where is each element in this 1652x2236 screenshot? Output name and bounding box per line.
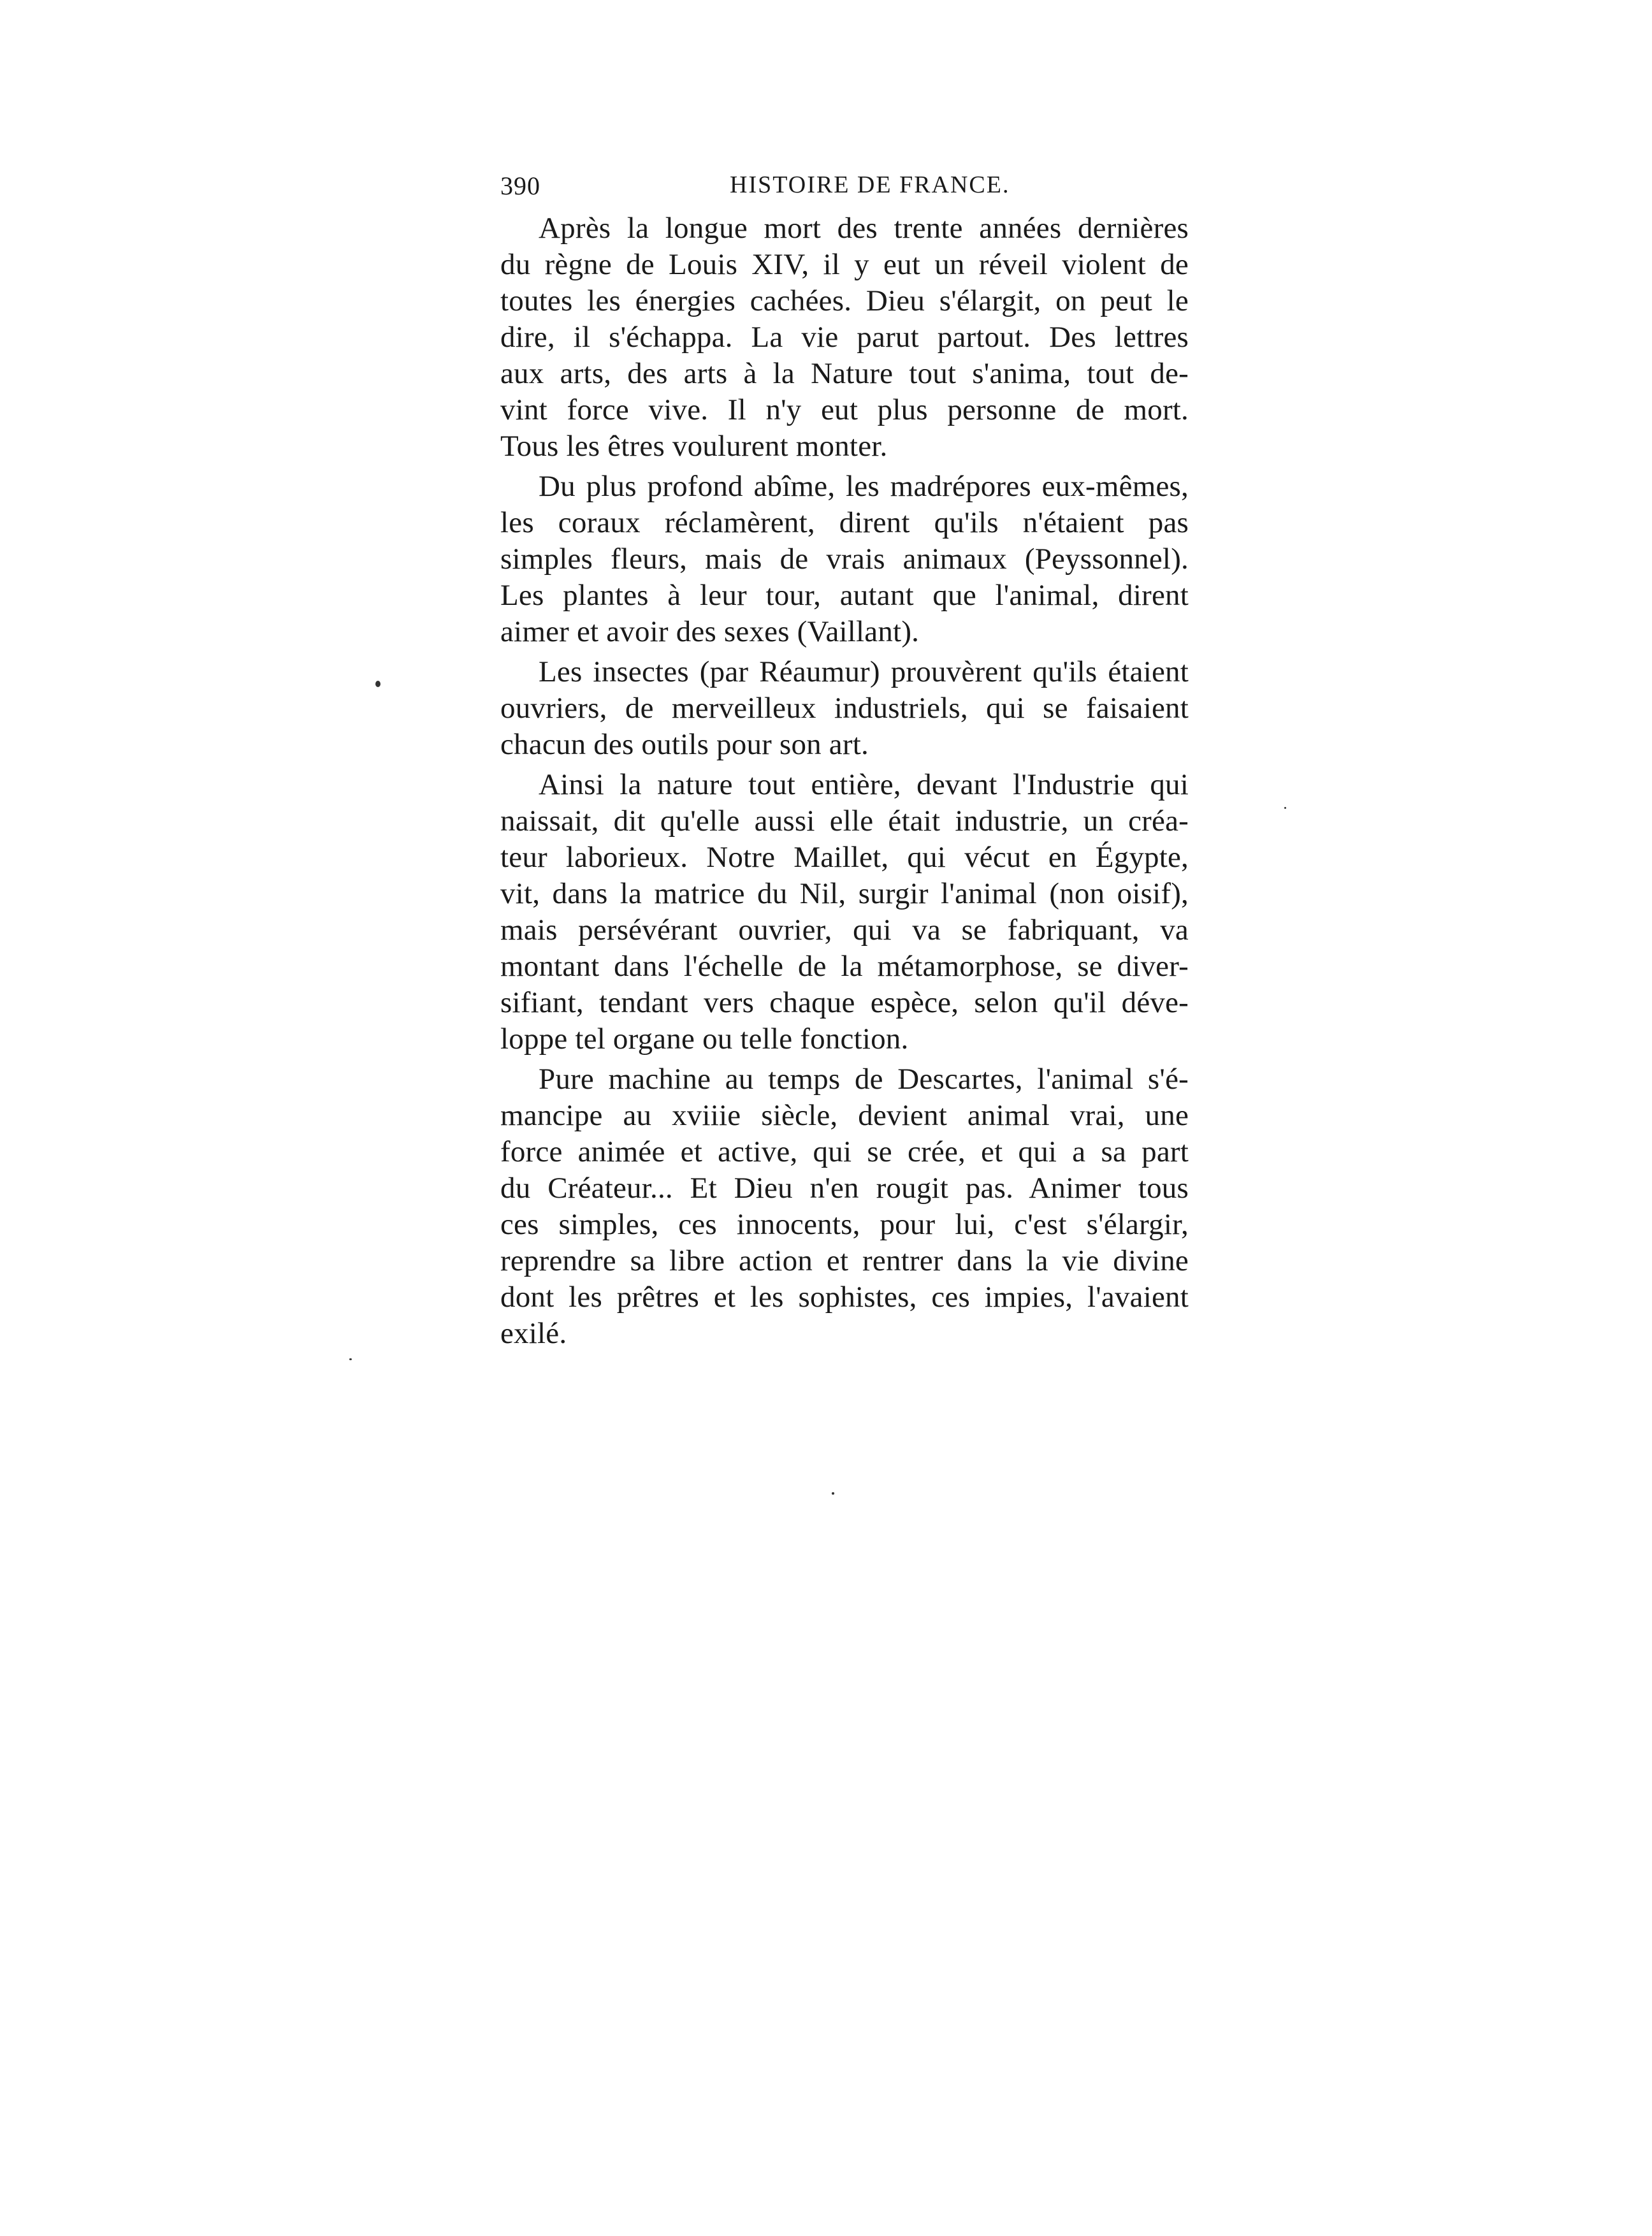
paragraph bbox=[500, 767, 1189, 1057]
text-line: reprendre sa libre action et rentrer dans la vie divine bbox=[500, 1244, 1189, 1277]
text-line: Ainsi la nature tout entière, devant l'Industrie qui bbox=[539, 768, 1189, 801]
text-line: teur laborieux. Notre Maillet, qui vécut en Égypte, bbox=[500, 841, 1189, 874]
text-line: vint force vive. Il n'y eut plus personne de mort. bbox=[500, 393, 1189, 426]
text-line: du règne de Louis XIV, il y eut un réveil violent de bbox=[500, 248, 1189, 281]
paragraph bbox=[500, 210, 1189, 465]
text-line: sifiant, tendant vers chaque espèce, selon qu'il déve- bbox=[500, 986, 1189, 1019]
text-line: aimer et avoir des sexes (Vaillant). bbox=[500, 615, 920, 648]
scan-speck bbox=[375, 681, 380, 687]
text-line: Les plantes à leur tour, autant que l'animal, dirent bbox=[500, 579, 1189, 612]
text-line: force animée et active, qui se crée, et qui a sa part bbox=[500, 1135, 1189, 1168]
text-line: dont les prêtres et les sophistes, ces impies, l'avaient bbox=[500, 1281, 1189, 1314]
body-text bbox=[500, 210, 1189, 1352]
text-line: les coraux réclamèrent, dirent qu'ils n'étaient pas bbox=[500, 506, 1189, 539]
text-line: ces simples, ces innocents, pour lui, c'est s'élargir, bbox=[500, 1208, 1189, 1241]
text-line: Du plus profond abîme, les madrépores eux-mêmes, bbox=[539, 470, 1189, 503]
text-line: simples fleurs, mais de vrais animaux (Peyssonnel). bbox=[500, 542, 1189, 576]
text-line: exilé. bbox=[500, 1317, 567, 1350]
text-line: aux arts, des arts à la Nature tout s'anima, tout de- bbox=[500, 357, 1189, 390]
paragraph bbox=[500, 468, 1189, 650]
text-line: Tous les êtres voulurent monter. bbox=[500, 430, 888, 463]
paragraph bbox=[500, 654, 1189, 763]
running-title: HISTOIRE DE FRANCE. bbox=[730, 171, 1010, 198]
text-line: toutes les énergies cachées. Dieu s'élargit, on peut le bbox=[500, 284, 1189, 317]
text-line: montant dans l'échelle de la métamorphose, se diver- bbox=[500, 950, 1189, 983]
text-line: vit, dans la matrice du Nil, surgir l'animal (non oisif), bbox=[500, 877, 1189, 910]
paragraph bbox=[500, 1061, 1189, 1352]
text-line: dire, il s'échappa. La vie parut partout. Des lettres bbox=[500, 321, 1189, 354]
page-number: 390 bbox=[500, 171, 540, 200]
text-line: Les insectes (par Réaumur) prouvèrent qu'ils étaient bbox=[539, 655, 1189, 688]
scan-speck bbox=[1284, 807, 1286, 809]
scan-speck bbox=[832, 1492, 834, 1495]
text-line: loppe tel organe ou telle fonction. bbox=[500, 1022, 909, 1056]
text-line: mais persévérant ouvrier, qui va se fabriquant, va bbox=[500, 913, 1189, 947]
text-line: mancipe au xviiie siècle, devient animal vrai, une bbox=[500, 1099, 1189, 1132]
text-line: ouvriers, de merveilleux industriels, qui se faisaient bbox=[500, 692, 1189, 725]
text-line: Pure machine au temps de Descartes, l'animal s'é- bbox=[539, 1063, 1189, 1096]
text-line: du Créateur... Et Dieu n'en rougit pas. Animer tous bbox=[500, 1172, 1189, 1205]
page-header bbox=[500, 171, 1189, 209]
text-line: naissait, dit qu'elle aussi elle était industrie, un créa- bbox=[500, 804, 1189, 838]
scan-speck bbox=[349, 1358, 352, 1360]
text-line: Après la longue mort des trente années dernières bbox=[539, 212, 1189, 245]
text-line: chacun des outils pour son art. bbox=[500, 728, 869, 761]
